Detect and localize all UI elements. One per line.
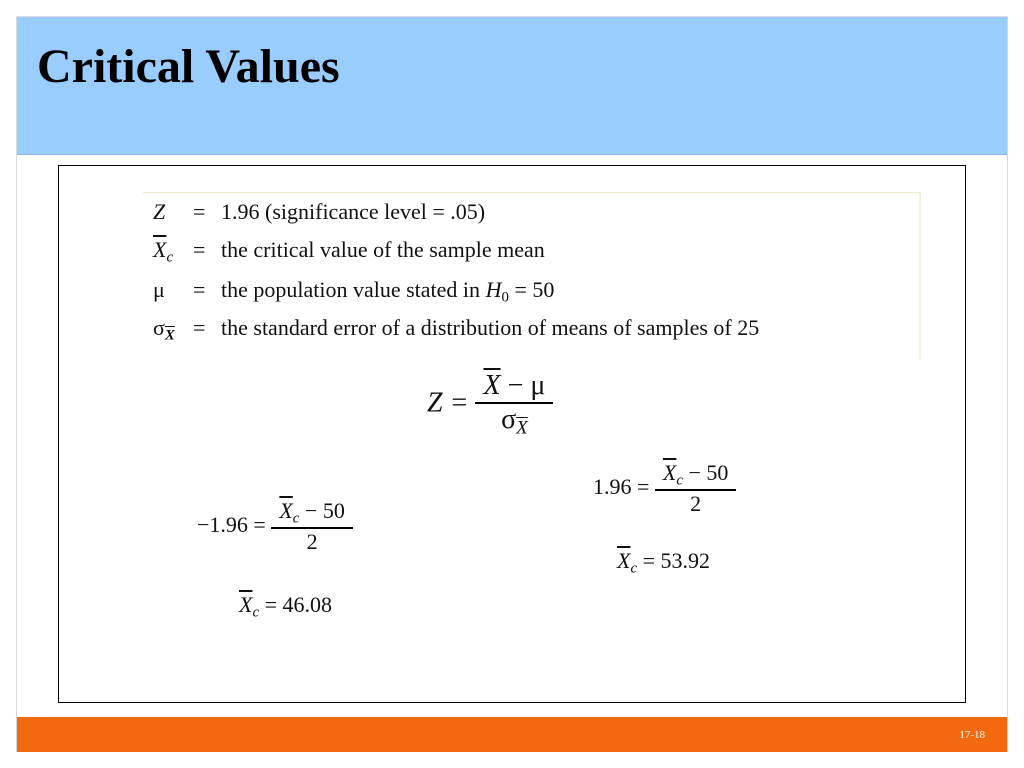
definition-text: the standard error of a distribution of means of samples of 25 bbox=[221, 315, 760, 340]
upper-critical-result: $\overline{X}_c = 53.92$ bbox=[617, 548, 711, 577]
definition-equals: = bbox=[193, 237, 206, 262]
definition-text: the population value stated in $H_0 = 50$ bbox=[221, 277, 555, 306]
definition-text: the critical value of the sample mean bbox=[221, 237, 545, 262]
definition-symbol: $\sigma_{\overline{X}}$ bbox=[153, 315, 175, 344]
footer-bar bbox=[17, 717, 1007, 752]
page-number: 17-18 bbox=[959, 729, 985, 741]
definition-equals: = bbox=[193, 277, 206, 302]
slide-title: Critical Values bbox=[37, 40, 340, 93]
definition-symbol: μ bbox=[153, 277, 165, 302]
definition-symbol: Z bbox=[153, 199, 166, 224]
z-formula: Z = $\frac{\overline{X} - \mu}{\sigma_{\overline{X}}}$ bbox=[427, 370, 553, 440]
upper-critical-fraction: $\frac{\overline{X}_c - 50}{2}$ bbox=[655, 460, 737, 517]
definition-equals: = bbox=[193, 199, 206, 224]
definition-equals: = bbox=[193, 315, 206, 340]
upper-critical-equation: 1.96 = $\frac{\overline{X}_c - 50}{2}$ bbox=[593, 460, 736, 517]
content-box bbox=[58, 165, 966, 703]
z-formula-fraction: $\frac{\overline{X} - \mu}{\sigma_{\overline{X}}}$ bbox=[475, 370, 553, 440]
definition-text: 1.96 (significance level = .05) bbox=[221, 199, 486, 224]
definition-symbol: $\overline{X}_c$ bbox=[153, 237, 174, 266]
definitions-list bbox=[143, 192, 921, 359]
lower-critical-fraction: $\frac{\overline{X}_c - 50}{2}$ bbox=[271, 498, 353, 555]
lower-critical-result: $\overline{X}_c = 46.08$ bbox=[239, 592, 333, 621]
lower-critical-equation: −1.96 = $\frac{\overline{X}_c - 50}{2}$ bbox=[197, 498, 353, 555]
title-bar bbox=[17, 17, 1007, 155]
